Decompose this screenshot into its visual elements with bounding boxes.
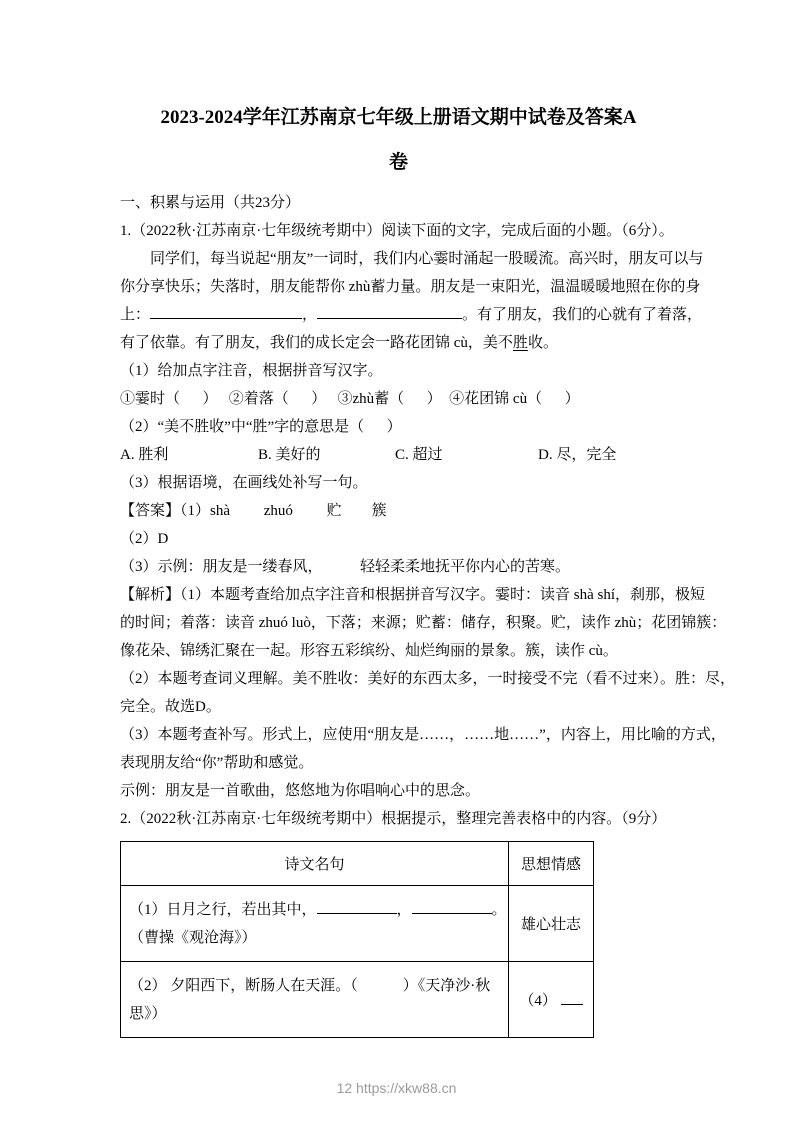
row1-emotion-cell: 雄心壮志 <box>509 886 594 962</box>
option-b: B. 美好的 <box>258 447 321 463</box>
page-title <box>120 95 677 185</box>
q2-stem: 2.（2022秋·江苏南京·七年级统考期中）根据提示，整理完善表格中的内容。（9分） <box>120 811 667 827</box>
analysis-line-3: 像花朵、锦绣汇聚在一起。形容五彩缤纷、灿烂绚丽的景象。簇，读作 cù。 <box>120 643 618 659</box>
analysis-line-8: 示例：朋友是一首歌曲，悠悠地为你唱响心中的思念。 <box>120 783 481 799</box>
option-c: C. 超过 <box>395 447 443 463</box>
row2-poem-line-1: （2） 夕阳西下，断肠人在天涯。（ ）《天净沙·秋 <box>129 977 491 994</box>
section-heading: 一、积累与运用（共23分） <box>120 195 301 211</box>
row2-emotion-cell <box>509 962 594 1038</box>
passage-line-2: 你分享快乐；失落时，朋友能帮你 zhù蓄力量。朋友是一束阳光，温温暖暖地照在你的身 <box>120 279 701 295</box>
title-line-2: 卷 <box>388 152 408 173</box>
row1-poem-period: 。 <box>491 901 507 918</box>
analysis-line-6: （3）本题考查补写。形式上，应使用“朋友是……，……地……”，内容上，用比喻的方式， <box>120 727 726 743</box>
q1-sub1-items: ①霎时（ ） ②着落（ ） ③zhù蓄（ ） ④花团锦 cù（ ） <box>120 391 580 407</box>
passage-line-4 <box>120 329 677 357</box>
passage-line-4-post: 收。 <box>527 335 558 351</box>
fill-in-blank-3 <box>317 900 397 914</box>
table-row-2 <box>121 962 594 1038</box>
title-line-1: 2023-2024学年江苏南京七年级上册语文期中试卷及答案A <box>160 107 637 128</box>
col-header-emotion: 思想情感 <box>509 842 594 886</box>
passage-line-1: 同学们，每当说起“朋友”一词时，我们内心霎时涌起一股暖流。高兴时，朋友可以与 <box>150 251 704 267</box>
q1-sub-question-1: （1）给加点字注音，根据拼音写汉字。 <box>120 363 383 379</box>
analysis-line-7: 表现朋友给“你”帮助和感觉。 <box>120 755 314 771</box>
row2-poem-line-2: 思》） <box>129 1005 167 1022</box>
underlined-char-sheng: 胜 <box>512 335 528 351</box>
q1-sub-question-2: （2）“美不胜收”中“胜”字的意思是（ ） <box>120 419 402 435</box>
row2-poem-cell <box>121 962 509 1038</box>
q1-choice-options <box>120 441 677 469</box>
analysis-line-4: （2）本题考查词义理解。美不胜收：美好的东西太多，一时接受不完（看不过来）。胜：尽， <box>120 671 736 687</box>
analysis-line-1: 【解析】（1）本题考查给加点字注音和根据拼音写汉字。霎时：读音 shà shí，刹那，极短 <box>120 587 706 603</box>
fill-in-blank-2 <box>317 305 462 319</box>
passage-line-3-pre: 上： <box>120 307 151 323</box>
analysis-line-5: 完全。故选D。 <box>120 699 221 715</box>
row2-emotion-label: （4） <box>519 993 561 1009</box>
passage-line-3 <box>120 301 703 329</box>
q2-table <box>120 841 594 1038</box>
answer-line-1: 【答案】（1）shà zhuó 贮 簇 <box>120 503 387 519</box>
row1-poem-line-2: （曹操《观沧海》） <box>129 929 257 946</box>
page-footer-watermark: 12 https://xkw88.cn <box>336 1080 457 1096</box>
table-row-1 <box>121 886 594 962</box>
fill-in-blank-5 <box>561 991 583 1005</box>
passage-line-3-post: 。有了朋友，我们的心就有了着落， <box>462 307 703 323</box>
passage-line-4-pre: 有了依靠。有了朋友，我们的成长定会一路花团锦 cù，美不 <box>120 335 513 351</box>
option-a: A. 胜利 <box>120 447 169 463</box>
row1-poem-pre: （1）日月之行，若出其中， <box>129 901 317 918</box>
passage-line-3-comma: ， <box>302 307 318 323</box>
answer-line-2: （2）D <box>120 531 169 547</box>
row1-poem-cell <box>121 886 509 962</box>
fill-in-blank-4 <box>412 900 492 914</box>
row1-poem-comma: ， <box>396 901 412 918</box>
analysis-line-2: 的时间；着落：读音 zhuó luò，下落；来源；贮蓄：储存，积聚。贮，读作 zhù；花团锦簇： <box>120 615 727 631</box>
answer-line-3: （3）示例：朋友是一缕春风， 轻轻柔柔地抚平你内心的苦寒。 <box>120 559 571 575</box>
q1-stem: 1.（2022秋·江苏南京·七年级统考期中）阅读下面的文字，完成后面的小题。（6分）。 <box>120 223 674 239</box>
row1-poem-line-1 <box>129 896 507 924</box>
fill-in-blank-1 <box>150 305 302 319</box>
col-header-poem: 诗文名句 <box>121 842 509 886</box>
option-d: D. 尽，完全 <box>538 447 617 463</box>
q1-sub-question-3: （3）根据语境，在画线处补写一句。 <box>120 475 368 491</box>
table-header-row <box>121 842 594 886</box>
